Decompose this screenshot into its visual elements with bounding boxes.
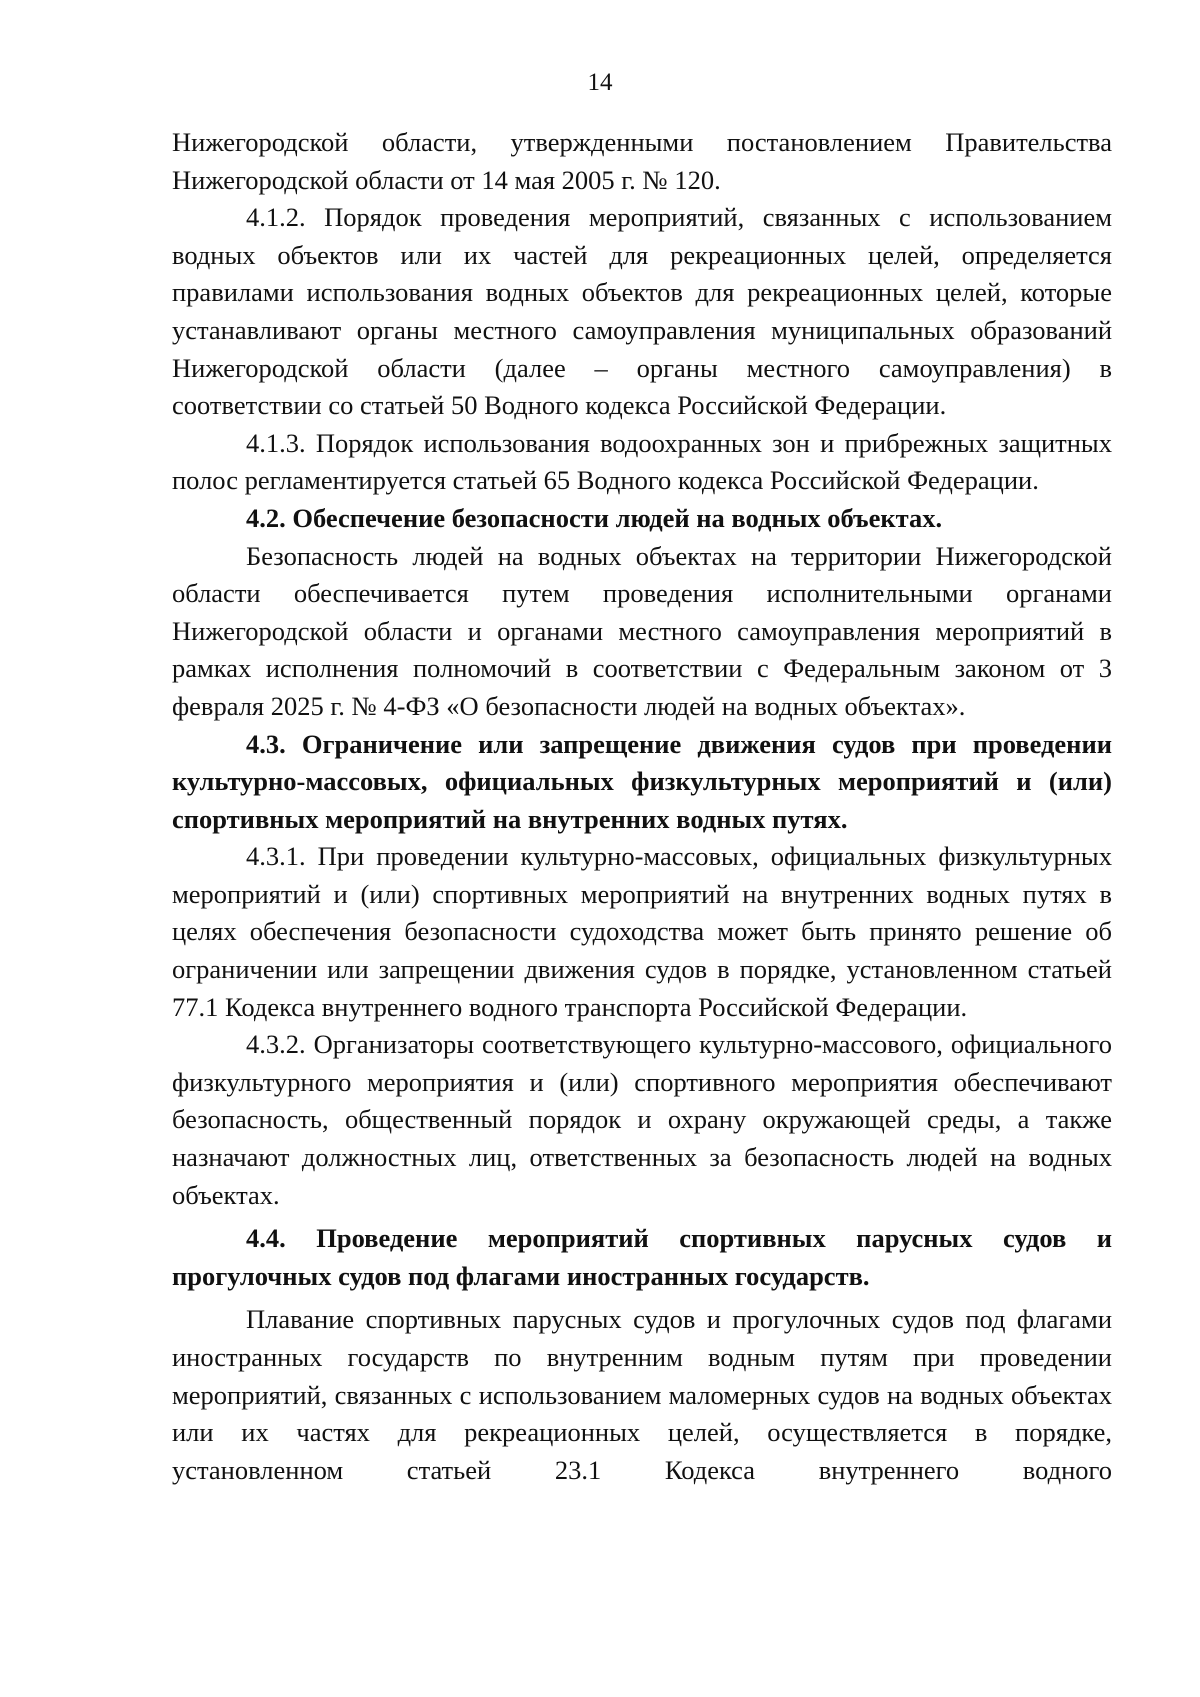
paragraph-4-1-2: 4.1.2. Порядок проведения мероприятий, связанных с использованием водных объектов или их частей для рекреационных целей, определяется правилами использования водных объектов для рекреационных целей, которые устанавливают органы местного самоуправления муниципальных образований Нижегородской области (далее – органы местного самоуправления) в соответствии со статьей 50 Водного кодекса Российской Федерации. — [172, 202, 1112, 421]
page-number: 14 — [587, 69, 613, 96]
paragraph-4-1-3: 4.1.3. Порядок использования водоохранных зон и прибрежных защитных полос регламентируется статьей 65 Водного кодекса Российской Федерации. — [172, 427, 1112, 496]
paragraph-4-3-1: 4.3.1. При проведении культурно-массовых, официальных физкультурных мероприятий и (или) спортивных мероприятий на внутренних водных путях в целях обеспечения безопасности судоходства может быть принято решение об ограничении или запрещении движения судов в порядке, установленном статьей 77.1 Кодекса внутреннего водного транспорта Российской Федерации. — [172, 841, 1112, 1022]
paragraph-4-4: Плавание спортивных парусных судов и прогулочных судов под флагами иностранных государств по внутренним водным путям при проведении мероприятий, связанных с использованием маломерных судов на водных объектах или их частях для рекреационных целей, осуществляется в порядке, установленном статьей 23.1 Кодекса внутреннего водного — [172, 1304, 1112, 1485]
paragraph-continuation: Нижегородской области, утвержденными постановлением Правительства Нижегородской области от 14 мая 2005 г. № 120. — [172, 127, 1112, 195]
heading-4-2: 4.2. Обеспечение безопасности людей на водных объектах. — [246, 502, 943, 533]
paragraph-4-3-2: 4.3.2. Организаторы соответствующего культурно-массового, официального физкультурного мероприятия и (или) спортивного мероприятия обеспечивают безопасность, общественный порядок и охрану окружающей среды, а также назначают должностных лиц, ответственных за безопасность людей на водных объектах. — [172, 1029, 1112, 1210]
heading-4-3: 4.3. Ограничение или запрещение движения судов при проведении культурно-массовых, официальных физкультурных мероприятий и (или) спортивных мероприятий на внутренних водных путях. — [172, 728, 1112, 834]
document-body — [172, 124, 1112, 1489]
heading-4-4: 4.4. Проведение мероприятий спортивных парусных судов и прогулочных судов под флагами иностранных государств. — [172, 1223, 1112, 1291]
paragraph-4-2: Безопасность людей на водных объектах на территории Нижегородской области обеспечивается путем проведения исполнительными органами Нижегородской области и органами местного самоуправления мероприятий в рамках исполнения полномочий в соответствии с Федеральным законом от 3 февраля 2025 г. № 4-ФЗ «О безопасности людей на водных объектах». — [172, 540, 1112, 721]
